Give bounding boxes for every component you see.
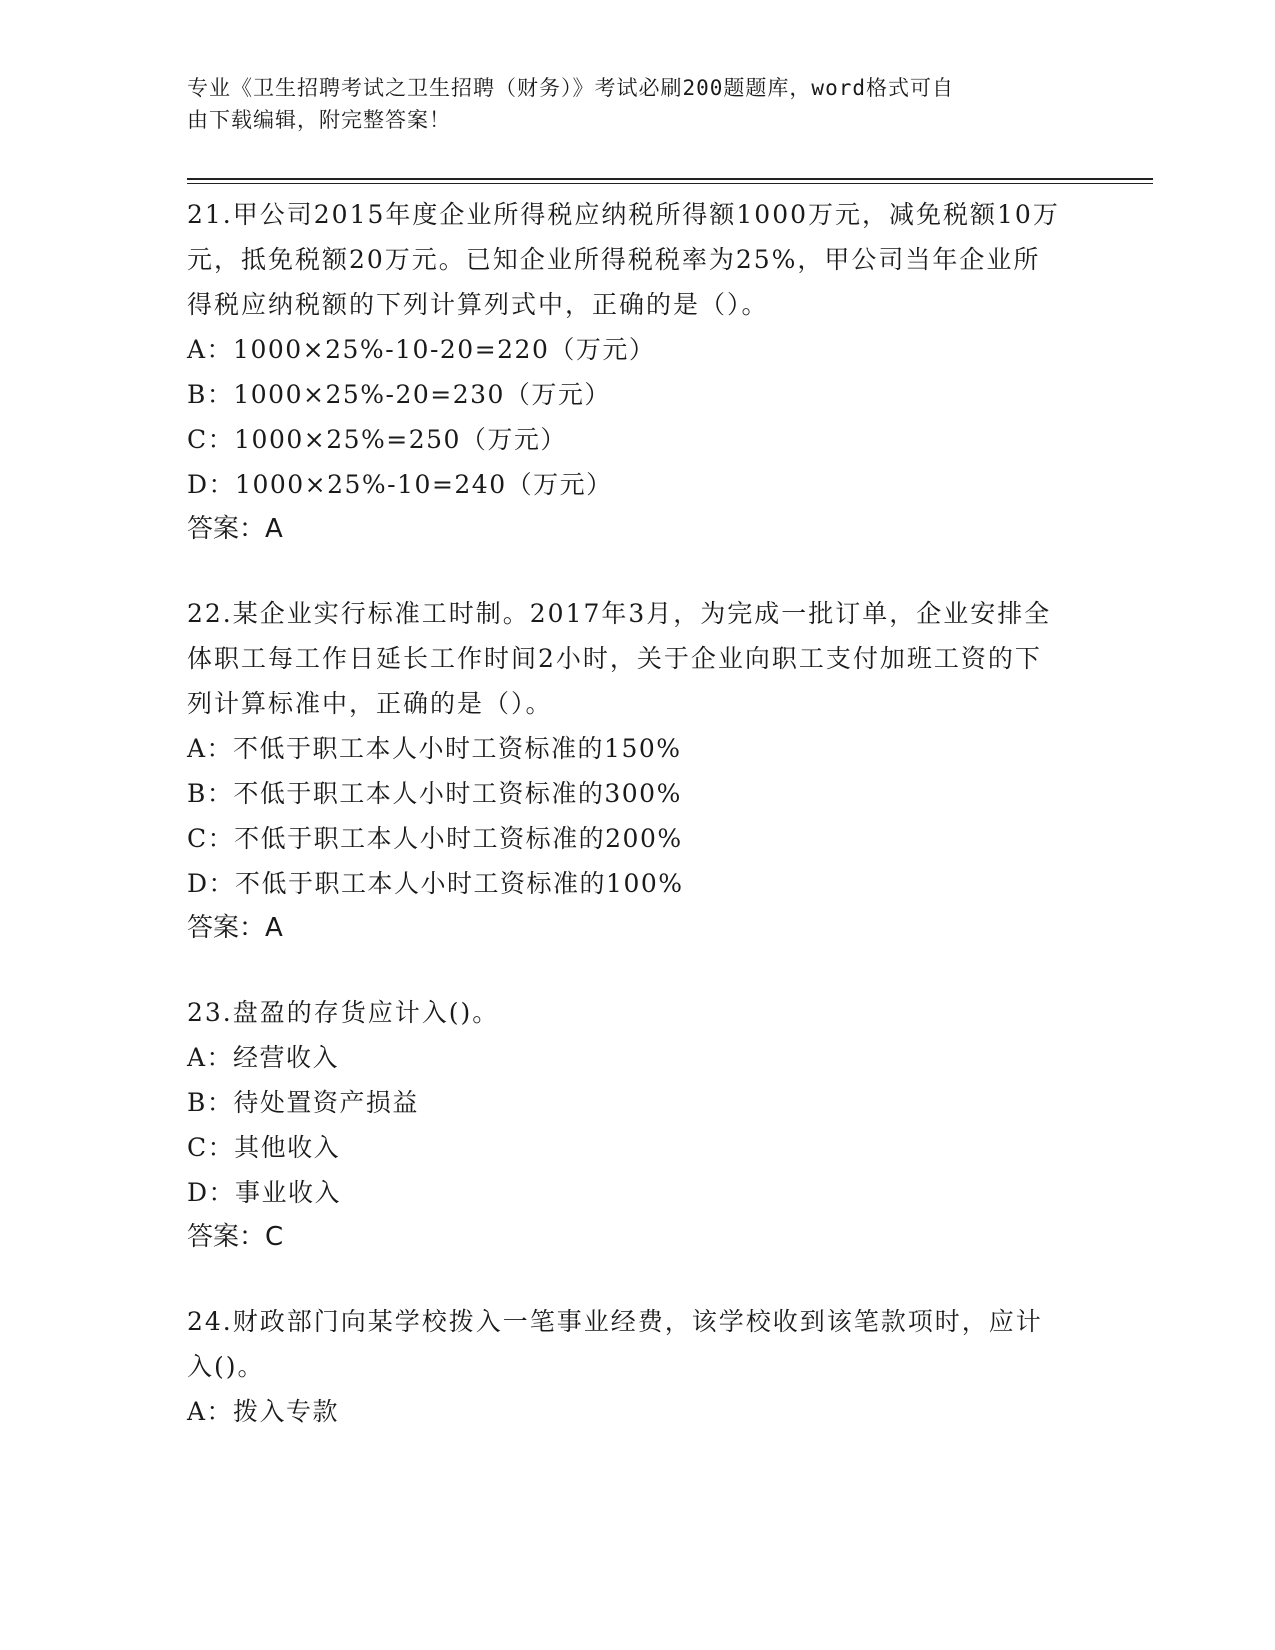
option-b: B：待处置资产损益 xyxy=(187,1088,419,1117)
question-list xyxy=(187,192,1087,1473)
question-stem: 22.某企业实行标准工时制。2017年3月，为完成一批订单，企业安排全体职工每工作日延长工作时间2小时，关于企业向职工支付加班工资的下列计算标准中，正确的是（）。 xyxy=(187,599,1052,718)
document-header xyxy=(187,72,1067,136)
option-d: D：事业收入 xyxy=(187,1178,342,1207)
option-c: C：不低于职工本人小时工资标准的200% xyxy=(187,824,683,853)
answer-label: 答案：A xyxy=(187,913,283,943)
option-d: D：不低于职工本人小时工资标准的100% xyxy=(187,869,684,898)
question-stem: 23.盘盈的存货应计入()。 xyxy=(187,998,500,1027)
option-c: C：1000×25%=250（万元） xyxy=(187,425,567,454)
option-d: D：1000×25%-10=240（万元） xyxy=(187,470,613,499)
question-21 xyxy=(187,192,1087,552)
option-a: A：拨入专款 xyxy=(187,1397,340,1426)
option-c: C：其他收入 xyxy=(187,1133,341,1162)
option-a: A：不低于职工本人小时工资标准的150% xyxy=(187,734,682,763)
answer-label: 答案：A xyxy=(187,514,283,544)
option-a: A：1000×25%-10-20=220（万元） xyxy=(187,335,656,364)
option-b: B：不低于职工本人小时工资标准的300% xyxy=(187,779,682,808)
header-divider-thick xyxy=(187,178,1153,180)
option-a: A：经营收入 xyxy=(187,1043,340,1072)
question-23 xyxy=(187,990,1087,1260)
question-22 xyxy=(187,591,1087,951)
question-stem: 24.财政部门向某学校拨入一笔事业经费，该学校收到该笔款项时，应计入()。 xyxy=(187,1307,1043,1381)
answer-label: 答案：C xyxy=(187,1222,284,1252)
header-title-line-2: 由下载编辑，附完整答案！ xyxy=(187,108,451,132)
header-divider-thin xyxy=(187,183,1153,184)
question-24 xyxy=(187,1299,1087,1434)
option-b: B：1000×25%-20=230（万元） xyxy=(187,380,611,409)
header-title-line-1: 专业《卫生招聘考试之卫生招聘（财务）》考试必刷200题题库，word格式可自 xyxy=(187,76,954,100)
question-stem: 21.甲公司2015年度企业所得税应纳税所得额1000万元，减免税额10万元，抵免税额20万元。已知企业所得税税率为25%，甲公司当年企业所得税应纳税额的下列计算列式中，正确的是（）。 xyxy=(187,200,1060,319)
